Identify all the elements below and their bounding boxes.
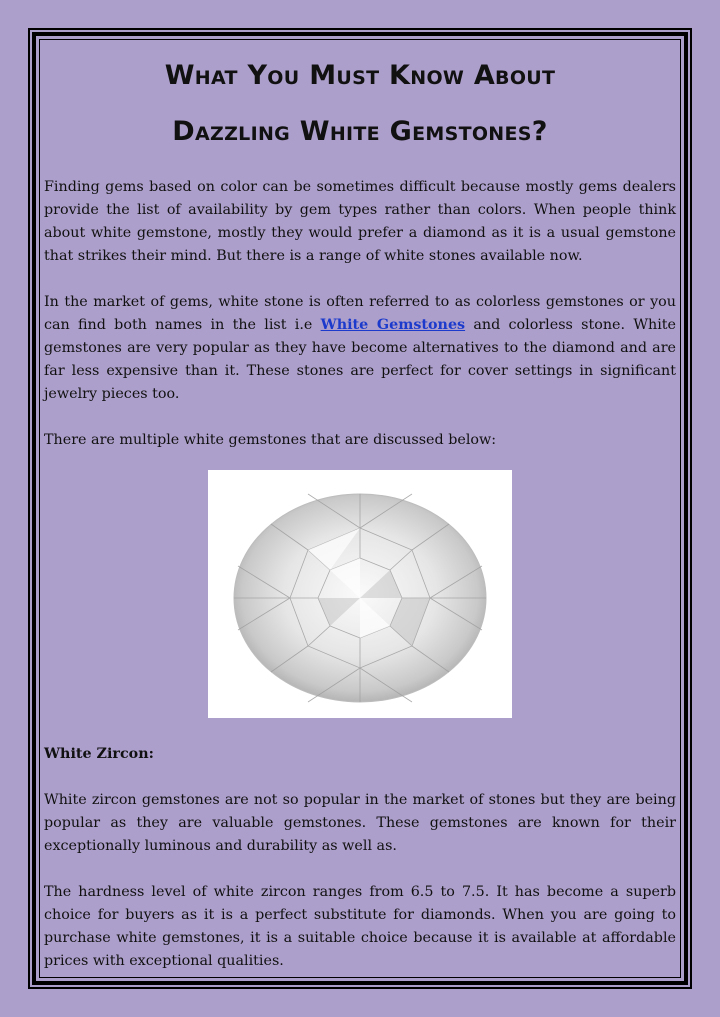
market-paragraph-start: In the market of gems, white stone is often referred to as colorless gemstones or you can find both names in the list i.e	[44, 294, 676, 333]
white-gemstone-illustration	[208, 470, 512, 718]
intro-paragraph: Finding gems based on color can be sometimes difficult because mostly gems dealers provide the list of availability by gem types rather than colors. When people think about white gemstone, mostly they would prefer a diamond as it is a usual gemstone that strikes their mind. But there is a range of white stones available now.	[44, 179, 676, 264]
title-line-2: Dazzling White Gemstones?	[172, 116, 548, 147]
white-gemstones-link[interactable]: White Gemstones	[320, 317, 466, 333]
document-content	[44, 48, 676, 973]
market-paragraph	[44, 291, 676, 406]
page-title	[44, 48, 676, 160]
white-gemstone-image	[208, 470, 512, 718]
zircon-hardness-paragraph: The hardness level of white zircon ranges from 6.5 to 7.5. It has become a superb choice for buyers as it is a perfect substitute for diamonds. When you are going to purchase white gemstones, it is a suitable choice because it is available at affordable prices with exceptional qualities.	[44, 884, 676, 969]
gem-image-container	[44, 470, 676, 718]
zircon-popularity-paragraph: White zircon gemstones are not so popular in the market of stones but they are being popular as they are valuable gemstones. These gemstones are known for their exceptionally luminous and durability as well as.	[44, 792, 676, 854]
white-zircon-heading: White Zircon:	[44, 746, 154, 762]
list-intro-paragraph: There are multiple white gemstones that are discussed below:	[44, 432, 497, 448]
market-paragraph-end: and colorless stone. White gemstones are very popular as they have become alternatives to the diamond and are far less expensive than it. These stones are perfect for cover settings in significant jewelry pieces too.	[44, 317, 676, 402]
title-line-1: What You Must Know About	[164, 60, 556, 91]
